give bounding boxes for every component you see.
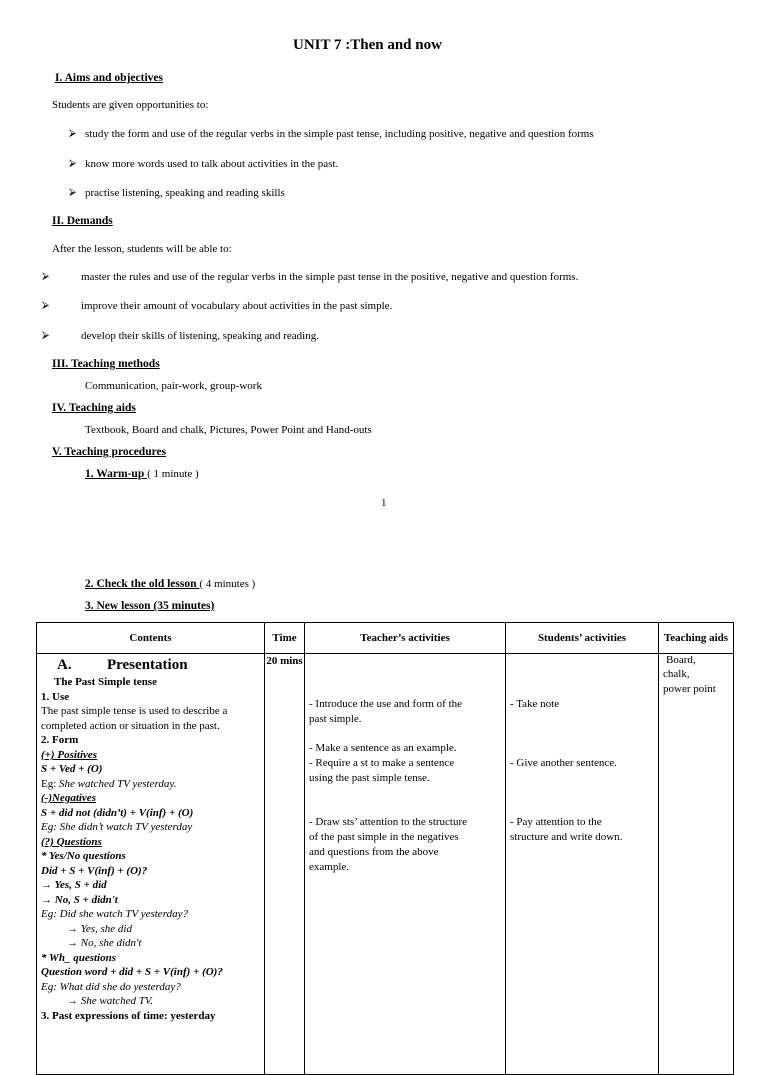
questions-heading: (?) Questions (41, 836, 102, 848)
yesno-no: → No, S + didn't (41, 894, 118, 906)
demands-bullet-3: develop their skills of listening, speaking and reading. (81, 330, 319, 342)
cell-teacher (305, 654, 506, 1075)
lesson-plan-table (36, 622, 734, 1075)
presentation-letter: A. (57, 657, 72, 673)
table-row (37, 654, 734, 1075)
section-aids-text: Textbook, Board and chalk, Pictures, Power Point and Hand-outs (85, 424, 372, 436)
aids-line-2: chalk, (663, 668, 690, 680)
header-teacher: Teacher’s activities (305, 623, 506, 654)
yesno-yes: → Yes, S + did (41, 879, 107, 891)
positives-example-text: She watched TV yesterday. (59, 778, 177, 790)
page-title: UNIT 7 :Then and now (293, 37, 442, 53)
section-aids-heading: IV. Teaching aids (52, 402, 136, 414)
use-line-2: completed action or situation in the past. (41, 720, 220, 732)
aims-bullet-3: practise listening, speaking and reading skills (85, 187, 285, 199)
use-heading: 1. Use (41, 691, 70, 703)
yesno-example-no: → No, she didn't (67, 937, 142, 949)
section-methods-heading: III. Teaching methods (52, 358, 160, 370)
table-header-row (37, 623, 734, 654)
demands-bullet-2: improve their amount of vocabulary about activities in the past simple. (81, 300, 393, 312)
students-line-4: structure and write down. (510, 831, 623, 843)
positives-formula: S + Ved + (O) (41, 763, 103, 775)
teacher-line-6: - Draw sts’ attention to the structure (309, 816, 468, 828)
cell-time (265, 654, 305, 1075)
bullet-icon: ⮚ (42, 300, 50, 311)
header-time: Time (265, 623, 305, 654)
teacher-line-5: using the past simple tense. (309, 772, 430, 784)
teacher-line-4: - Require a st to make a sentence (309, 757, 455, 769)
section-methods-text: Communication, pair-work, group-work (85, 380, 262, 392)
check-label: 2. Check the old lesson (85, 578, 200, 590)
aids-line-1: Board, (666, 654, 696, 666)
time-value: 20 mins (266, 655, 303, 667)
section-aims-heading: I. Aims and objectives (55, 72, 163, 84)
bullet-icon: ⮚ (42, 271, 50, 282)
bullet-icon: ⮚ (69, 187, 77, 198)
bullet-icon: ⮚ (42, 330, 50, 341)
section-aims-intro: Students are given opportunities to: (52, 99, 209, 111)
section-demands-intro: After the lesson, students will be able to: (52, 243, 232, 255)
subtitle: The Past Simple tense (54, 676, 157, 688)
wh-heading: * Wh_ questions (41, 952, 116, 964)
teacher-line-1: - Introduce the use and form of the (309, 698, 463, 710)
new-lesson-label: 3. New lesson (35 minutes) (85, 600, 215, 612)
negatives-example: Eg: She didn’t watch TV yesterday (41, 821, 193, 833)
yesno-formula: Did + S + V(inf) + (O)? (41, 865, 148, 877)
students-line-3: - Pay attention to the (510, 816, 602, 828)
negatives-formula: S + did not (didn’t) + V(inf) + (O) (41, 807, 194, 819)
teacher-line-8: and questions from the above (309, 846, 439, 858)
warmup-line (85, 468, 199, 480)
aids-line-3: power point (663, 683, 716, 695)
teacher-line-3: - Make a sentence as an example. (309, 742, 457, 754)
teacher-line-2: past simple. (309, 713, 362, 725)
section-procedures-heading: V. Teaching procedures (52, 446, 167, 458)
presentation-heading: Presentation (107, 657, 188, 673)
teacher-line-7: of the past simple in the negatives (309, 831, 459, 843)
wh-example: Eg: What did she do yesterday? (41, 981, 181, 993)
aims-bullet-2: know more words used to talk about activities in the past. (85, 158, 339, 170)
bullet-icon: ⮚ (69, 128, 77, 139)
positives-example (41, 777, 176, 792)
wh-example-answer: → She watched TV. (67, 995, 153, 1007)
teacher-line-9: example. (309, 861, 350, 873)
students-line-1: - Take note (510, 698, 560, 710)
page-number: 1 (381, 497, 387, 509)
header-aids: Teaching aids (659, 623, 734, 654)
header-students: Students’ activities (506, 623, 659, 654)
positives-heading: (+) Positives (41, 749, 98, 761)
cell-students (506, 654, 659, 1075)
cell-contents (37, 654, 265, 1075)
students-line-2: - Give another sentence. (510, 757, 617, 769)
eg-label: Eg: (41, 778, 60, 790)
use-line-1: The past simple tense is used to describe a (41, 705, 228, 717)
yesno-example: Eg: Did she watch TV yesterday? (41, 908, 188, 920)
warmup-time: ( 1 minute ) (147, 468, 199, 480)
wh-formula: Question word + did + S + V(inf) + (O)? (41, 966, 223, 978)
aims-bullet-1: study the form and use of the regular verbs in the simple past tense, including positive, negative and question forms (85, 128, 594, 140)
cell-aids (659, 654, 734, 1075)
past-expressions-heading: 3. Past expressions of time: yesterday (41, 1010, 216, 1022)
check-time: ( 4 minutes ) (199, 578, 256, 590)
bullet-icon: ⮚ (69, 158, 77, 169)
negatives-heading: (-)Negatives (41, 792, 96, 804)
yesno-example-yes: → Yes, she did (67, 923, 132, 935)
yesno-heading: * Yes/No questions (41, 850, 126, 862)
header-contents: Contents (37, 623, 265, 654)
demands-bullet-1: master the rules and use of the regular verbs in the simple past tense in the positive, negative and question forms. (81, 271, 579, 283)
form-heading: 2. Form (41, 734, 79, 746)
check-line (85, 578, 255, 590)
section-demands-heading: II. Demands (52, 215, 113, 227)
warmup-label: 1. Warm-up (85, 468, 148, 480)
